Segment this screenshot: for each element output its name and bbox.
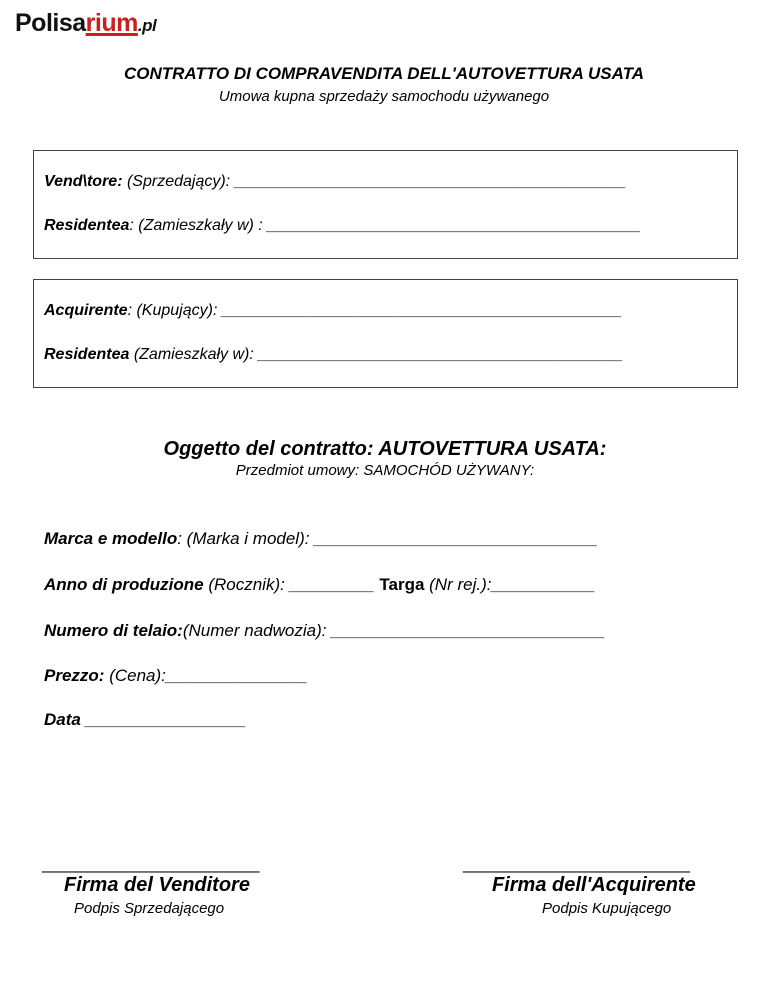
seller-box (33, 150, 738, 259)
buyer-residence-label: Residentea (44, 346, 130, 363)
plate-label-pl: (Nr rej.): (424, 575, 492, 594)
vin-label: Numero di telaio: (44, 621, 183, 640)
brand-logo (15, 8, 156, 41)
price-label: Prezzo: (44, 666, 105, 685)
year-plate-line (44, 575, 595, 595)
date-field[interactable]: _________________ (80, 710, 247, 729)
price-label-pl: (Cena): (104, 666, 166, 685)
logo-text-3: .pl (137, 16, 157, 35)
buyer-residence-field[interactable]: _________________________________________ (258, 346, 624, 363)
year-field[interactable]: _________ (289, 575, 375, 594)
seller-name-field[interactable]: ____________________________________________ (234, 173, 627, 190)
price-field[interactable]: _______________ (165, 666, 308, 685)
document-title: CONTRATTO DI COMPRAVENDITA DELL'AUTOVETTURA USATA (123, 64, 644, 83)
vin-line (44, 621, 605, 641)
year-label: Anno di produzione (44, 575, 204, 594)
make-model-line (44, 529, 598, 549)
seller-residence-label-pl: : (Zamieszkały w) : (129, 217, 268, 234)
buyer-label-pl: : (Kupujący): (127, 302, 222, 319)
seller-signature-title: Firma del Venditore (64, 874, 250, 896)
buyer-residence-label-pl: (Zamieszkały w): (129, 346, 259, 363)
buyer-signature-title: Firma dell'Acquirente (492, 874, 696, 896)
contract-object-heading: Oggetto del contratto: AUTOVETTURA USATA: (163, 438, 607, 460)
plate-field[interactable]: ___________ (491, 575, 596, 594)
seller-residence-field[interactable]: __________________________________________ (267, 217, 641, 234)
date-line (44, 710, 246, 730)
buyer-label: Acquirente (44, 302, 128, 319)
seller-line (44, 173, 626, 191)
buyer-name-field[interactable]: _____________________________________________ (221, 302, 623, 319)
buyer-signature-line[interactable]: ________________________ (463, 854, 690, 873)
make-model-field[interactable]: ______________________________ (314, 529, 598, 548)
seller-signature-subtitle: Podpis Sprzedającego (74, 900, 225, 917)
contract-object-subheading: Przedmiot umowy: SAMOCHÓD UŻYWANY: (235, 462, 535, 479)
logo-text-2: rium (85, 9, 138, 37)
buyer-signature-subtitle: Podpis Kupującego (542, 900, 672, 917)
plate-label: Targa (374, 575, 425, 594)
seller-residence-label: Residentea (44, 217, 130, 234)
buyer-box (33, 279, 738, 388)
year-label-pl: (Rocznik): (203, 575, 290, 594)
document-subtitle: Umowa kupna sprzedaży samochodu używanego (218, 88, 550, 105)
make-model-label-pl: : (Marka i model): (177, 529, 315, 548)
vin-field[interactable]: _____________________________ (331, 621, 606, 640)
price-line (44, 666, 308, 686)
seller-label: Vend\tore: (44, 173, 123, 190)
seller-residence-line (44, 217, 641, 235)
date-label: Data (44, 710, 81, 729)
logo-text-1: Polisa (15, 9, 86, 37)
buyer-line (44, 302, 622, 320)
seller-label-pl: (Sprzedający): (122, 173, 235, 190)
make-model-label: Marca e modello (44, 529, 178, 548)
seller-signature-line[interactable]: _______________________ (42, 854, 260, 873)
vin-label-pl: (Numer nadwozia): (182, 621, 332, 640)
buyer-residence-line (44, 346, 623, 364)
